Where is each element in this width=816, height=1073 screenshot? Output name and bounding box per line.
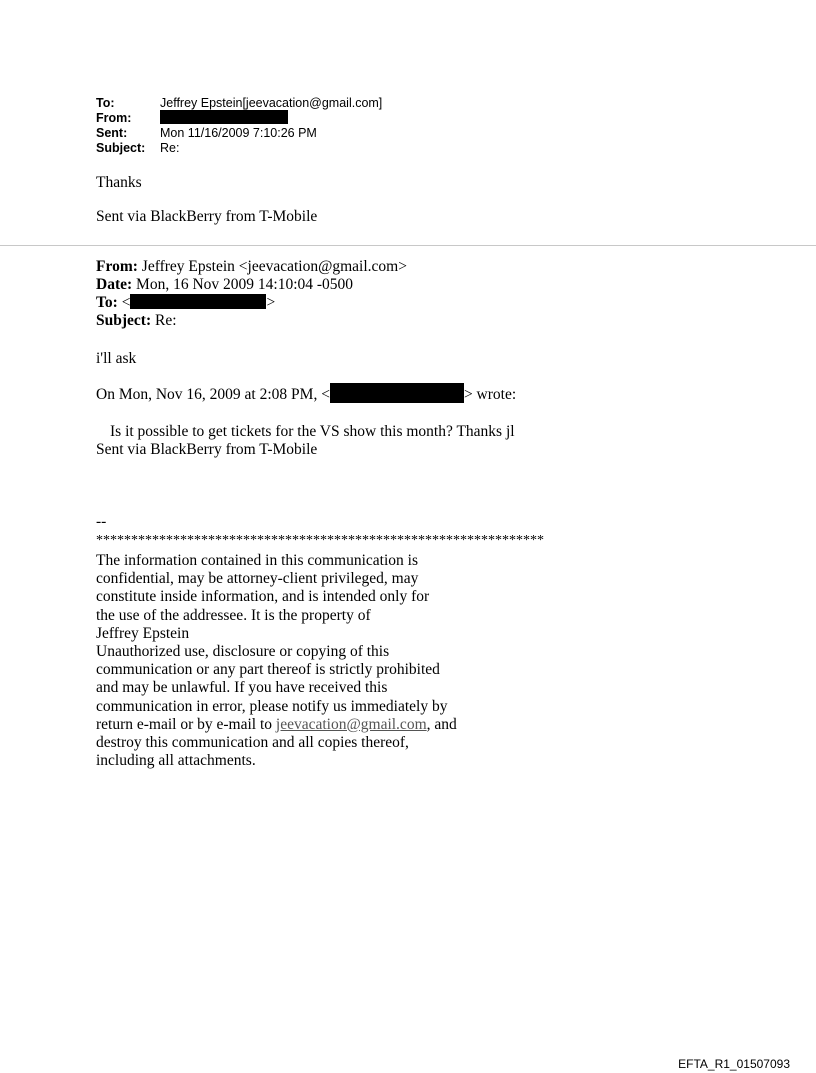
- quoted-to-row: [96, 294, 407, 312]
- header-from-label: From:: [96, 111, 132, 125]
- disclaimer-line: constitute inside information, and is intended only for: [96, 588, 430, 606]
- quoted-date-label: Date:: [96, 276, 133, 293]
- quoted-to-label: To:: [96, 294, 118, 311]
- disclaimer-line: and may be unlawful. If you have received this: [96, 679, 388, 697]
- disclaimer-line: destroy this communication and all copies thereof,: [96, 734, 409, 752]
- separator-line: [0, 245, 816, 246]
- reply-signature: Sent via BlackBerry from T-Mobile: [96, 208, 318, 225]
- header-subject-label: Subject:: [96, 141, 146, 155]
- disclaimer-line: Jeffrey Epstein: [96, 624, 190, 642]
- quoted-subject-value: Re:: [154, 312, 177, 329]
- notify-prefix: return e-mail or by e-mail to: [96, 715, 276, 733]
- quoted-date-row: [96, 276, 407, 294]
- disclaimer-line: Unauthorized use, disclosure or copying of this: [96, 643, 390, 661]
- reply-body: Thanks: [96, 174, 142, 191]
- quoted-from-value: Jeffrey Epstein <jeevacation@gmail.com>: [141, 258, 407, 275]
- quoted-body: i'll ask: [96, 350, 137, 367]
- header-sent-label: Sent:: [96, 126, 128, 140]
- redaction-block: [130, 294, 266, 309]
- signature-dash: --: [96, 513, 107, 530]
- header-subject-value: Re:: [160, 141, 180, 155]
- document-id: EFTA_R1_01507093: [678, 1057, 790, 1071]
- confidentiality-disclaimer: [96, 552, 457, 770]
- original-signature: Sent via BlackBerry from T-Mobile: [96, 441, 318, 458]
- quoted-from-label: From:: [96, 258, 138, 275]
- redaction-block: [330, 383, 464, 403]
- quoted-to-open: <: [121, 294, 131, 311]
- redaction-block: [160, 110, 288, 124]
- quoted-date-value: Mon, 16 Nov 2009 14:10:04 -0500: [136, 276, 354, 293]
- quoted-attribution: [96, 386, 516, 404]
- disclaimer-line: The information contained in this communication is: [96, 552, 418, 569]
- disclaimer-line: communication in error, please notify us immediately by: [96, 697, 448, 715]
- header-to-label: To:: [96, 96, 115, 110]
- quoted-subject-row: [96, 312, 407, 330]
- quoted-header: [96, 258, 407, 330]
- attribution-start: On Mon, Nov 16, 2009 at 2:08 PM, <: [96, 386, 330, 403]
- disclaimer-notify-line: [96, 716, 457, 734]
- header-sent-value: Mon 11/16/2009 7:10:26 PM: [160, 126, 317, 140]
- attribution-end: > wrote:: [463, 386, 517, 403]
- header-to-value: Jeffrey Epstein[jeevacation@gmail.com]: [160, 96, 383, 110]
- email-link[interactable]: jeevacation@gmail.com: [275, 715, 427, 733]
- quoted-to-close: >: [266, 294, 276, 311]
- disclaimer-line: the use of the addressee. It is the property of: [96, 606, 371, 624]
- notify-suffix: , and: [426, 715, 457, 733]
- quoted-subject-label: Subject:: [96, 312, 152, 329]
- stars-divider: ****************************************************************: [96, 533, 544, 548]
- disclaimer-line: confidential, may be attorney-client privileged, may: [96, 570, 419, 588]
- original-message: Is it possible to get tickets for the VS show this month? Thanks jl: [110, 423, 515, 440]
- disclaimer-line: communication or any part thereof is strictly prohibited: [96, 661, 440, 679]
- quoted-from-row: [96, 258, 407, 276]
- disclaimer-line: including all attachments.: [96, 752, 256, 770]
